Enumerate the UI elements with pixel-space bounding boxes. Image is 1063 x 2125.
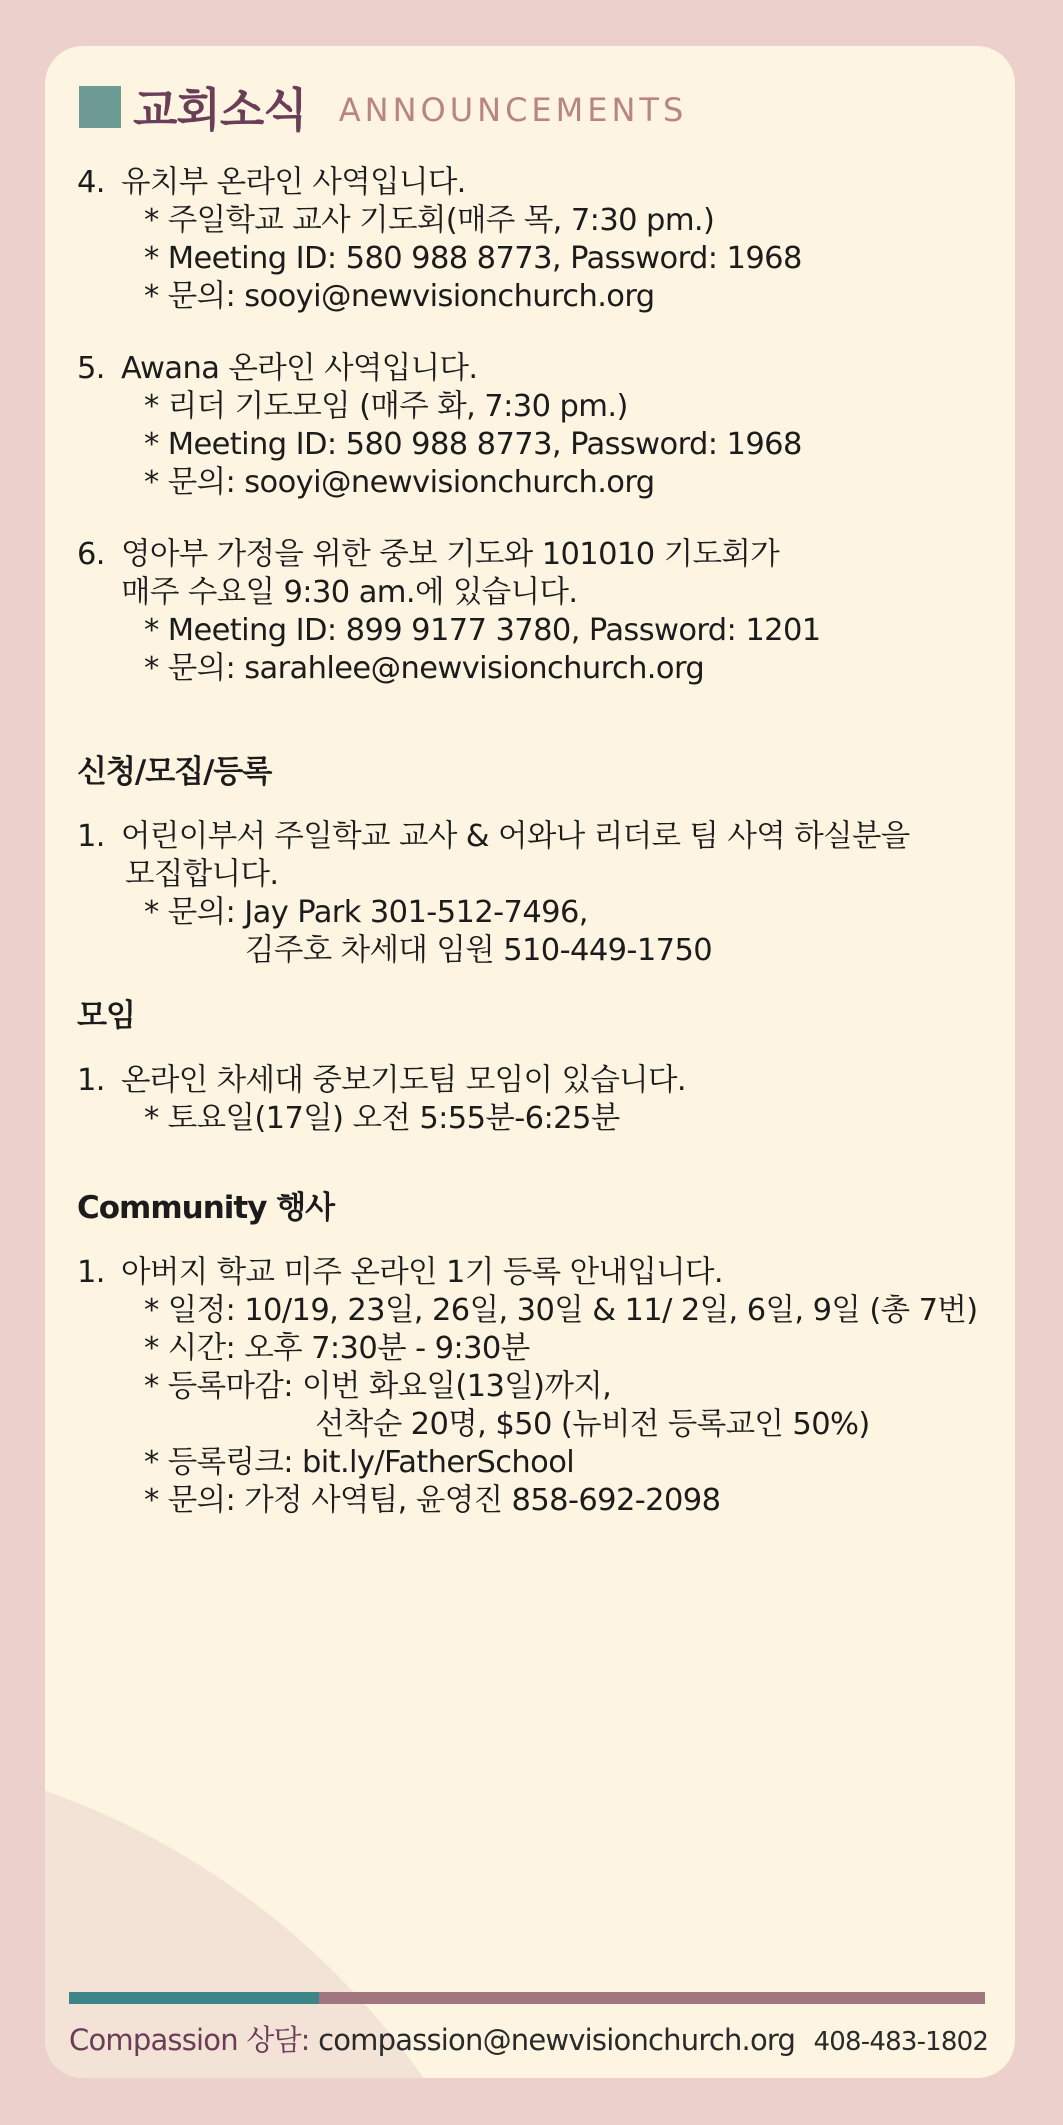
section-heading-community: Community 행사 [77,1190,335,1226]
item-line: * 토요일(17일) 오전 5:55분-6:25분 [144,1101,620,1136]
list-item: 1. 아버지 학교 미주 온라인 1기 등록 안내입니다. * 일정: 10/19, 23일, 26일, 30일 & 11/ 2일, 6일, 9일 (총 7번) * 시간: 오후 7:30분 - 9:30분 * 등록마감: 이번 화요일(13일)까지, 선착순 20명, $50 (뉴비전 등록교인 50%) * 등록링크: bit.ly/FatherSchool * 문의: 가정 사역팀, 윤영진 858-692-2098 [77,1254,997,1520]
footer-email: compassion@newvisionchurch.org [318,2023,796,2057]
item-line: * Meeting ID: 580 988 8773, Password: 1968 [144,241,802,276]
item-line: * 문의: 가정 사역팀, 윤영진 858-692-2098 [144,1483,721,1518]
footer-phone: 408-483-1802 [813,2027,989,2057]
list-item: 1. 어린이부서 주일학교 교사 & 어와나 리더로 팀 사역 하실분을 모집합니다. * 문의: Jay Park 301-512-7496, 김주호 차세대 임원 510-449-1750 [77,818,997,970]
item-title: 아버지 학교 미주 온라인 1기 등록 안내입니다. [121,1255,724,1290]
list-item: 6. 영아부 가정을 위한 중보 기도와 101010 기도회가 매주 수요일 9:30 am.에 있습니다. * Meeting ID: 899 9177 3780, Password: 1201 * 문의: sarahlee@newvisionchurch.org [77,536,997,688]
item-line: * 등록링크: bit.ly/FatherSchool [144,1445,575,1480]
item-title: 온라인 차세대 중보기도팀 모임이 있습니다. [121,1063,687,1098]
item-title: 유치부 온라인 사역입니다. [121,165,466,200]
item-line: * 문의: sooyi@newvisionchurch.org [144,279,655,314]
item-line: * 문의: sarahlee@newvisionchurch.org [144,651,705,686]
item-line: * 리더 기도모임 (매주 화, 7:30 pm.) [144,389,628,424]
item-line: 김주호 차세대 임원 510-449-1750 [245,933,713,968]
page-title: 교회소식 [133,83,307,137]
item-line: * 문의: Jay Park 301-512-7496, [144,895,588,930]
footer [69,2018,999,2059]
list-item: 5. Awana 온라인 사역입니다. * 리더 기도모임 (매주 화, 7:30 pm.) * Meeting ID: 580 988 8773, Password: 1968 * 문의: sooyi@newvisionchurch.org [77,350,997,502]
item-title: 영아부 가정을 위한 중보 기도와 101010 기도회가 [121,537,780,572]
footer-label: Compassion 상담: [69,2023,310,2057]
item-line: * Meeting ID: 580 988 8773, Password: 1968 [144,427,802,462]
list-item: 1. 온라인 차세대 중보기도팀 모임이 있습니다. * 토요일(17일) 오전 5:55분-6:25분 [77,1062,997,1138]
item-line: * 주일학교 교사 기도회(매주 목, 7:30 pm.) [144,203,715,238]
section-heading-recruit: 신청/모집/등록 [77,754,272,790]
item-line: * 시간: 오후 7:30분 - 9:30분 [144,1331,530,1366]
item-line: 선착순 20명, $50 (뉴비전 등록교인 50%) [315,1407,870,1442]
item-line: * Meeting ID: 899 9177 3780, Password: 1201 [144,613,821,648]
item-title: 어린이부서 주일학교 교사 & 어와나 리더로 팀 사역 하실분을 [121,819,910,854]
footer-divider [69,1992,985,2004]
page-subtitle: ANNOUNCEMENTS [338,91,688,129]
item-line: * 등록마감: 이번 화요일(13일)까지, [144,1369,612,1404]
item-line: * 문의: sooyi@newvisionchurch.org [144,465,655,500]
announcement-card [45,46,1015,2078]
header [79,74,687,140]
square-icon [79,86,121,128]
item-title-cont: 매주 수요일 9:30 am.에 있습니다. [121,575,578,610]
item-title-cont: 모집합니다. [125,857,279,892]
announcement-content [77,164,997,1520]
item-line: * 일정: 10/19, 23일, 26일, 30일 & 11/ 2일, 6일, 9일 (총 7번) [144,1293,978,1328]
list-item: 4. 유치부 온라인 사역입니다. * 주일학교 교사 기도회(매주 목, 7:30 pm.) * Meeting ID: 580 988 8773, Password: 1968 * 문의: sooyi@newvisionchurch.org [77,164,997,316]
section-heading-meeting: 모임 [77,998,135,1034]
item-title: Awana 온라인 사역입니다. [121,351,478,386]
